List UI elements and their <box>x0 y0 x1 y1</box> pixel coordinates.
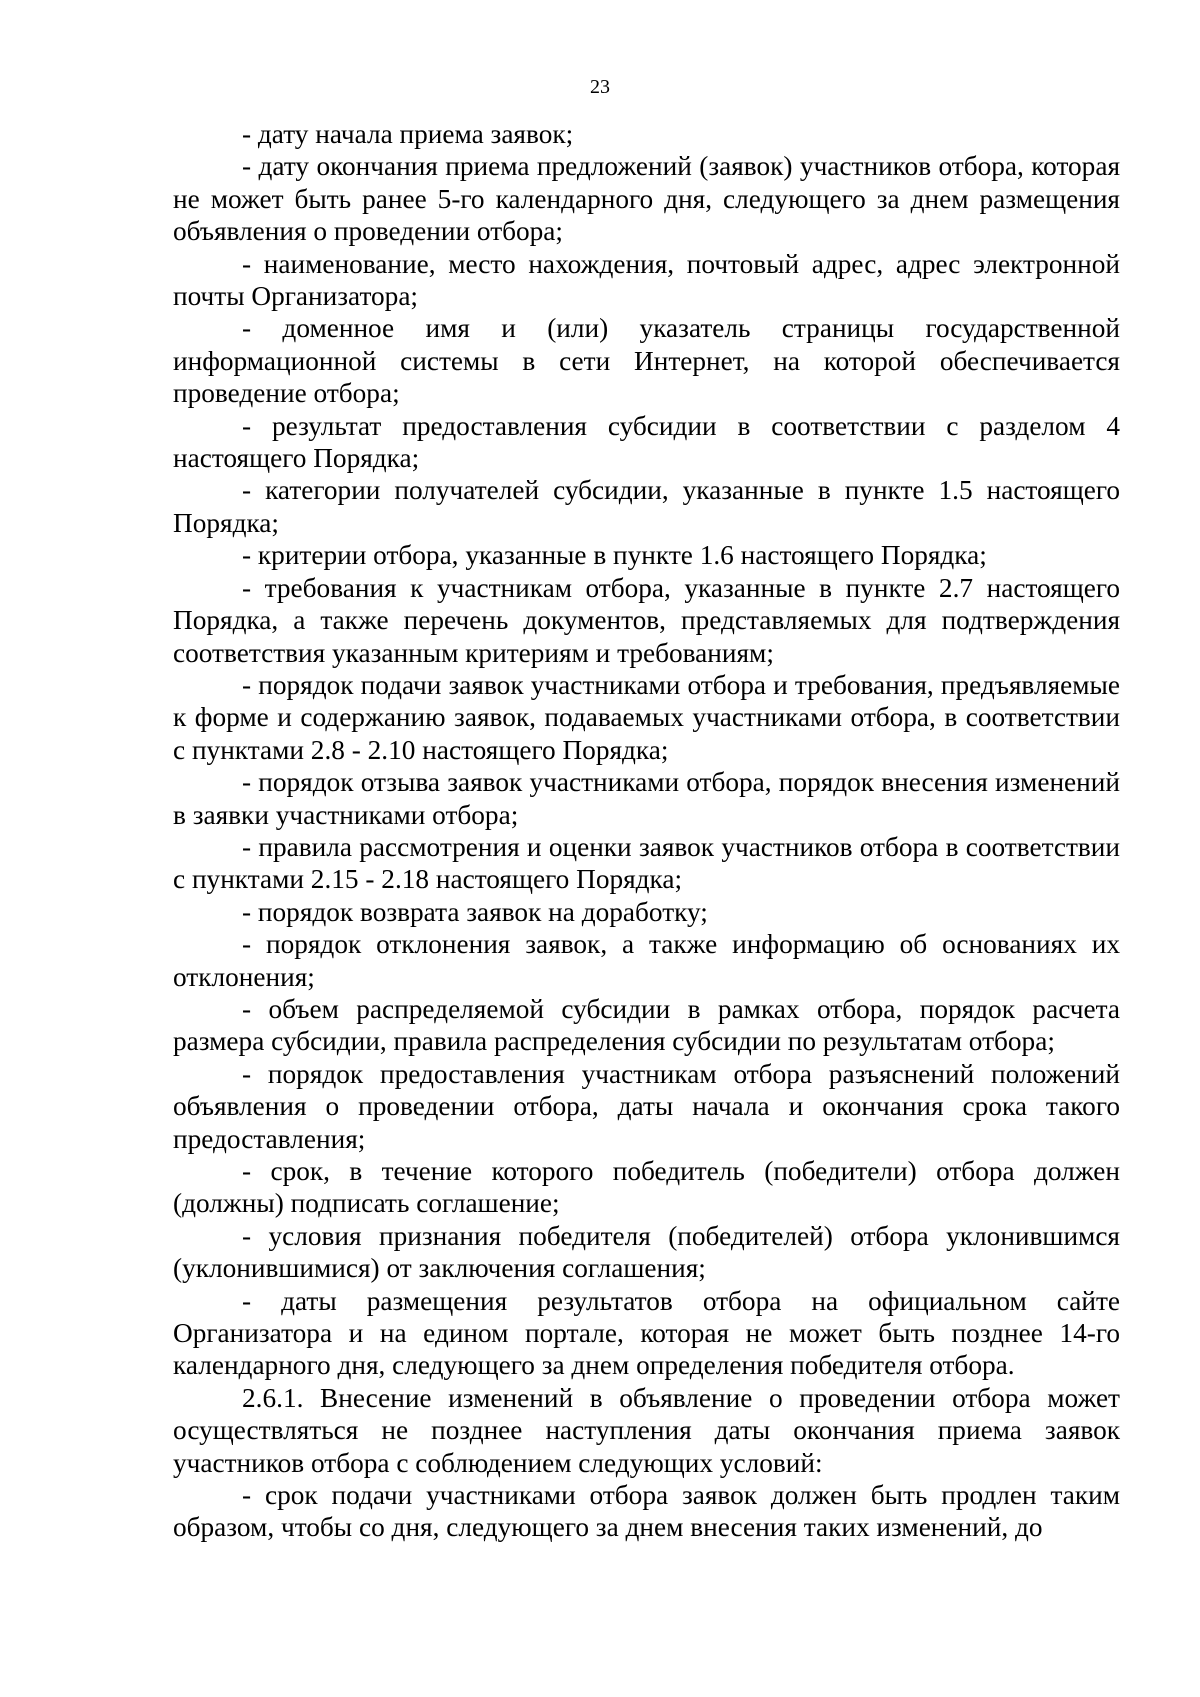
page-number: 23 <box>590 76 610 98</box>
paragraph: - дату окончания приема предложений (заявок) участников отбора, которая не может быть ранее 5-го календарного дня, следующего за днем размещения объявления о проведении отбора; <box>173 151 1120 247</box>
paragraph: - порядок отклонения заявок, а также информацию об основаниях их отклонения; <box>173 929 1120 992</box>
paragraph: - порядок возврата заявок на доработку; <box>242 896 708 927</box>
paragraph: - условия признания победителя (победителей) отбора уклонившимся (уклонившимися) от заключения соглашения; <box>173 1220 1120 1284</box>
paragraph: - категории получателей субсидии, указанные в пункте 1.5 настоящего Порядка; <box>173 475 1120 538</box>
paragraph: - объем распределяемой субсидии в рамках отбора, порядок расчета размера субсидии, правила распределения субсидии по результатам отбора; <box>173 993 1120 1057</box>
paragraph: - срок подачи участниками отбора заявок должен быть продлен таким образом, чтобы со дня, следующего за днем внесения таких изменений, до <box>173 1480 1120 1543</box>
paragraph: 2.6.1. Внесение изменений в объявление о проведении отбора может осуществляться не позднее наступления даты окончания приема заявок участников отбора с соблюдением следующих условий: <box>173 1382 1120 1478</box>
paragraph: - результат предоставления субсидии в соответствии с разделом 4 настоящего Порядка; <box>173 410 1120 474</box>
paragraph: - наименование, место нахождения, почтовый адрес, адрес электронной почты Организатора; <box>173 248 1120 312</box>
paragraph: - дату начала приема заявок; <box>242 119 574 149</box>
paragraph: - порядок подачи заявок участниками отбора и требования, предъявляемые к форме и содержанию заявок, подаваемых участниками отбора, в соответствии с пунктами 2.8 - 2.10 настоящего Порядка; <box>173 669 1120 765</box>
paragraph: - порядок отзыва заявок участниками отбора, порядок внесения изменений в заявки участниками отбора; <box>173 767 1120 830</box>
paragraph: - доменное имя и (или) указатель страницы государственной информационной системы в сети Интернет, на которой обеспечивается проведение отбора; <box>173 313 1120 409</box>
paragraph: - даты размещения результатов отбора на официальном сайте Организатора и на едином портале, которая не может быть позднее 14-го календарного дня, следующего за днем определения победителя отбора. <box>173 1285 1120 1381</box>
paragraph: - требования к участникам отбора, указанные в пункте 2.7 настоящего Порядка, а также перечень документов, представляемых для подтверждения соответствия указанным критериям и требованиям; <box>173 572 1120 668</box>
paragraph: - срок, в течение которого победитель (победители) отбора должен (должны) подписать соглашение; <box>173 1156 1120 1219</box>
paragraph: - правила рассмотрения и оценки заявок участников отбора в соответствии с пунктами 2.15 - 2.18 настоящего Порядка; <box>173 831 1120 895</box>
paragraph: - порядок предоставления участникам отбора разъяснений положений объявления о проведении отбора, даты начала и окончания срока такого предоставления; <box>173 1058 1120 1154</box>
paragraph: - критерии отбора, указанные в пункте 1.6 настоящего Порядка; <box>242 540 987 571</box>
document-body <box>173 118 1120 1544</box>
